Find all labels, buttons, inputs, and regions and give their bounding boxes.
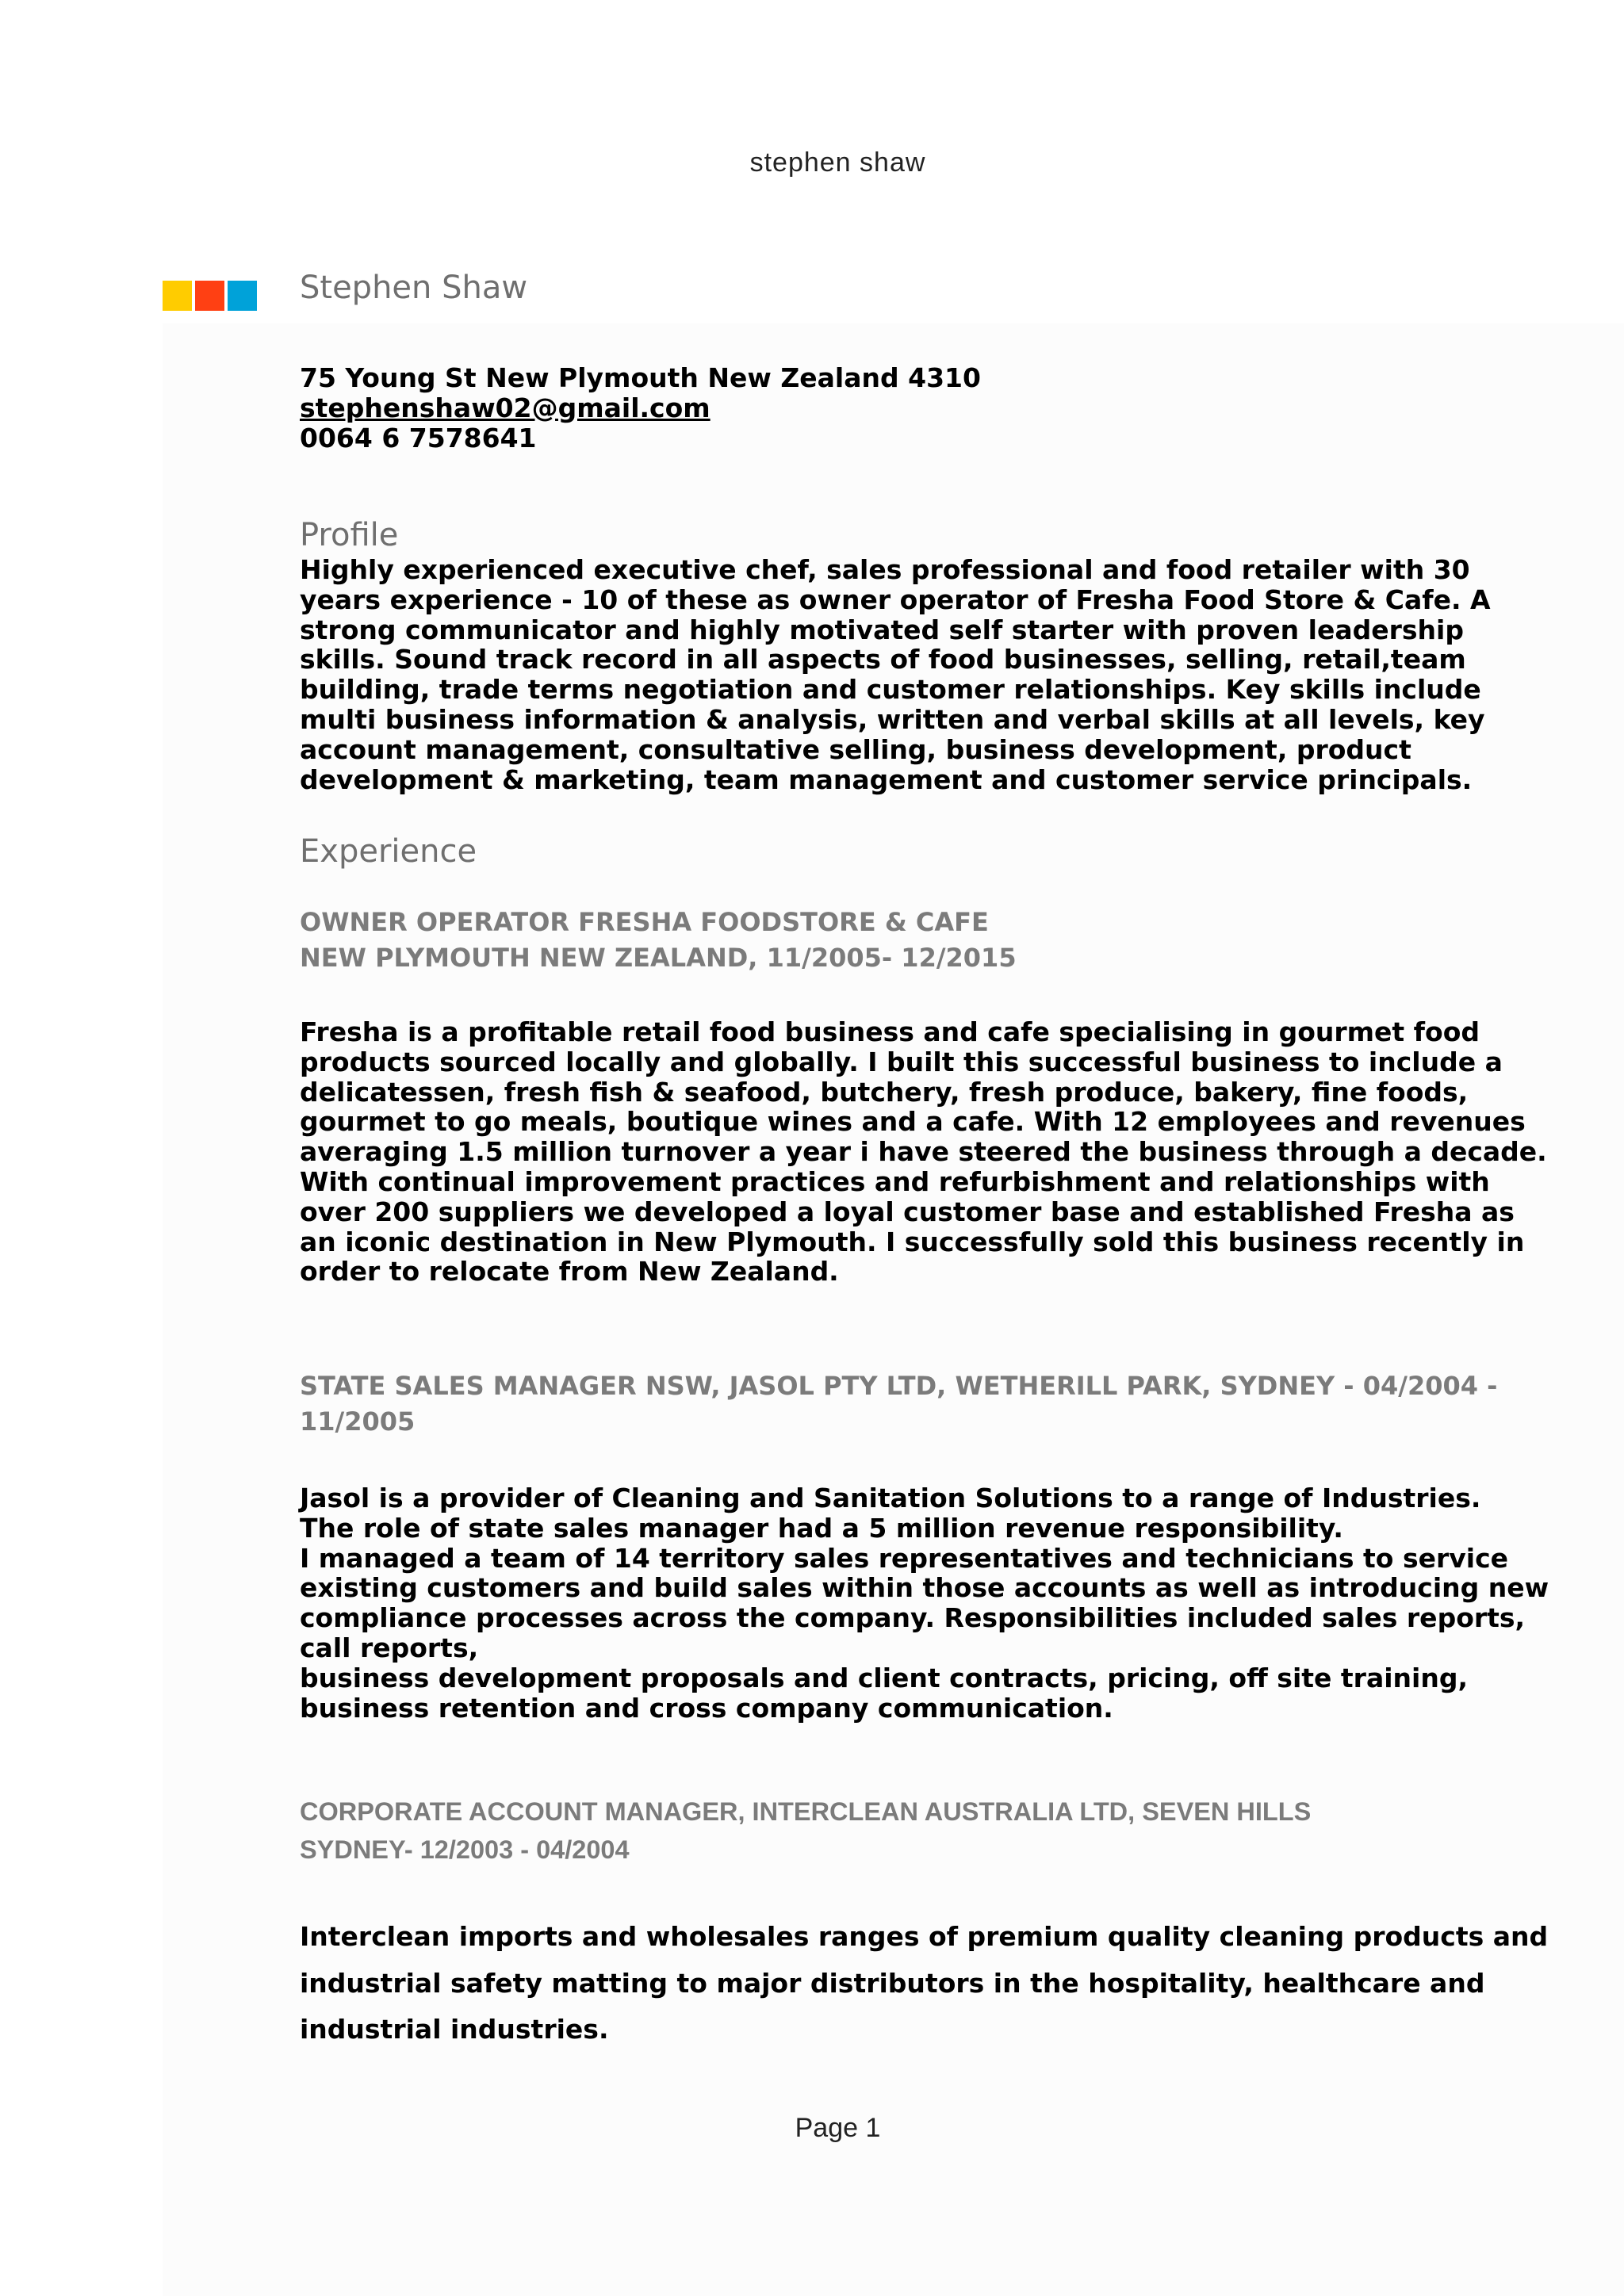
job-description-line: call reports, (300, 1632, 479, 1663)
job-description-line: an iconic destination in New Plymouth. I successfully sold this business recently in (300, 1226, 1525, 1257)
profile-text (300, 554, 1491, 795)
job-description-line: Jasol is a provider of Cleaning and Sanitation Solutions to a range of Industries. (300, 1483, 1481, 1513)
job-title-line: SYDNEY- 12/2003 - 04/2004 (300, 1835, 630, 1864)
job-description-line: I managed a team of 14 territory sales representatives and technicians to service (300, 1542, 1509, 1574)
job-description-line: The role of state sales manager had a 5 million revenue responsibility. (300, 1512, 1343, 1544)
job-description-line: over 200 suppliers we developed a loyal customer base and established Fresha as (300, 1196, 1515, 1227)
job-title-fresha (300, 905, 1378, 976)
job-description-fresha (300, 1016, 1547, 1288)
job-description-line: industrial safety matting to major distributors in the hospitality, healthcare and (300, 1967, 1485, 1999)
job-description-line: compliance processes across the company. Responsibilities included sales reports, (300, 1602, 1526, 1634)
contact-block (300, 363, 981, 453)
job-description-line: order to relocate from New Zealand. (300, 1256, 839, 1288)
profile-line: years experience - 10 of these as owner operator of Fresha Food Store & Cafe. A (300, 584, 1491, 615)
logo-square-blue (228, 281, 257, 311)
job-description-line: industrial industries. (300, 2014, 609, 2045)
page-number: Page 1 (795, 2113, 881, 2143)
job-description-line: gourmet to go meals, boutique wines and a cafe. With 12 employees and revenues (300, 1106, 1526, 1138)
name-heading: Stephen Shaw (300, 270, 528, 306)
job-title-interclean (300, 1793, 1378, 1869)
job-title-line: STATE SALES MANAGER NSW, JASOL PTY LTD, WETHERILL PARK, SYDNEY - 04/2004 - (300, 1371, 1498, 1401)
running-header: stephen shaw (749, 147, 926, 178)
logo-square-red (195, 281, 224, 311)
profile-line: Highly experienced executive chef, sales professional and food retailer with 30 (300, 554, 1470, 585)
profile-line: skills. Sound track record in all aspects of food businesses, selling, retail,team (300, 644, 1466, 675)
job-description-interclean (300, 1914, 1549, 2053)
profile-line: building, trade terms negotiation and customer relationships. Key skills include (300, 674, 1481, 706)
job-description-line: products sourced locally and globally. I built this successful business to include a (300, 1046, 1503, 1077)
logo-square-yellow (163, 281, 192, 311)
job-description-jasol (300, 1483, 1549, 1724)
profile-line: development & marketing, team management and customer service principals. (300, 763, 1473, 795)
job-description-line: Fresha is a profitable retail food business and cafe specialising in gourmet food (300, 1016, 1480, 1047)
phone-number: 0064 6 7578641 (300, 423, 537, 453)
color-squares-logo (163, 281, 257, 311)
job-title-jasol (300, 1368, 1498, 1440)
job-title-line: CORPORATE ACCOUNT MANAGER, INTERCLEAN AUSTRALIA LTD, SEVEN HILLS (300, 1797, 1312, 1826)
job-description-line: Interclean imports and wholesales ranges of premium quality cleaning products and (300, 1921, 1549, 1952)
job-description-line: With continual improvement practices and refurbishment and relationships with (300, 1165, 1490, 1197)
job-description-line: averaging 1.5 million turnover a year i have steered the business through a decade. (300, 1136, 1547, 1168)
job-title-line: NEW PLYMOUTH NEW ZEALAND, 11/2005- 12/2015 (300, 943, 1017, 973)
profile-heading: Profile (300, 517, 399, 553)
profile-line: account management, consultative selling, business development, product (300, 733, 1411, 765)
job-description-line: business retention and cross company communication. (300, 1692, 1113, 1724)
job-title-line: OWNER OPERATOR FRESHA FOODSTORE & CAFE (300, 907, 989, 937)
address: 75 Young St New Plymouth New Zealand 4310 (300, 362, 981, 393)
job-title-line: 11/2005 (300, 1406, 416, 1437)
job-description-line: existing customers and build sales within those accounts as well as introducing new (300, 1572, 1549, 1604)
job-description-line: business development proposals and client contracts, pricing, off site training, (300, 1662, 1468, 1693)
job-description-line: delicatessen, fresh fish & seafood, butchery, fresh produce, bakery, fine foods, (300, 1076, 1469, 1108)
profile-line: multi business information & analysis, written and verbal skills at all levels, key (300, 703, 1485, 735)
email-link[interactable]: stephenshaw02@gmail.com (300, 392, 710, 423)
profile-line: strong communicator and highly motivated self starter with proven leadership (300, 614, 1464, 645)
experience-heading: Experience (300, 833, 477, 870)
